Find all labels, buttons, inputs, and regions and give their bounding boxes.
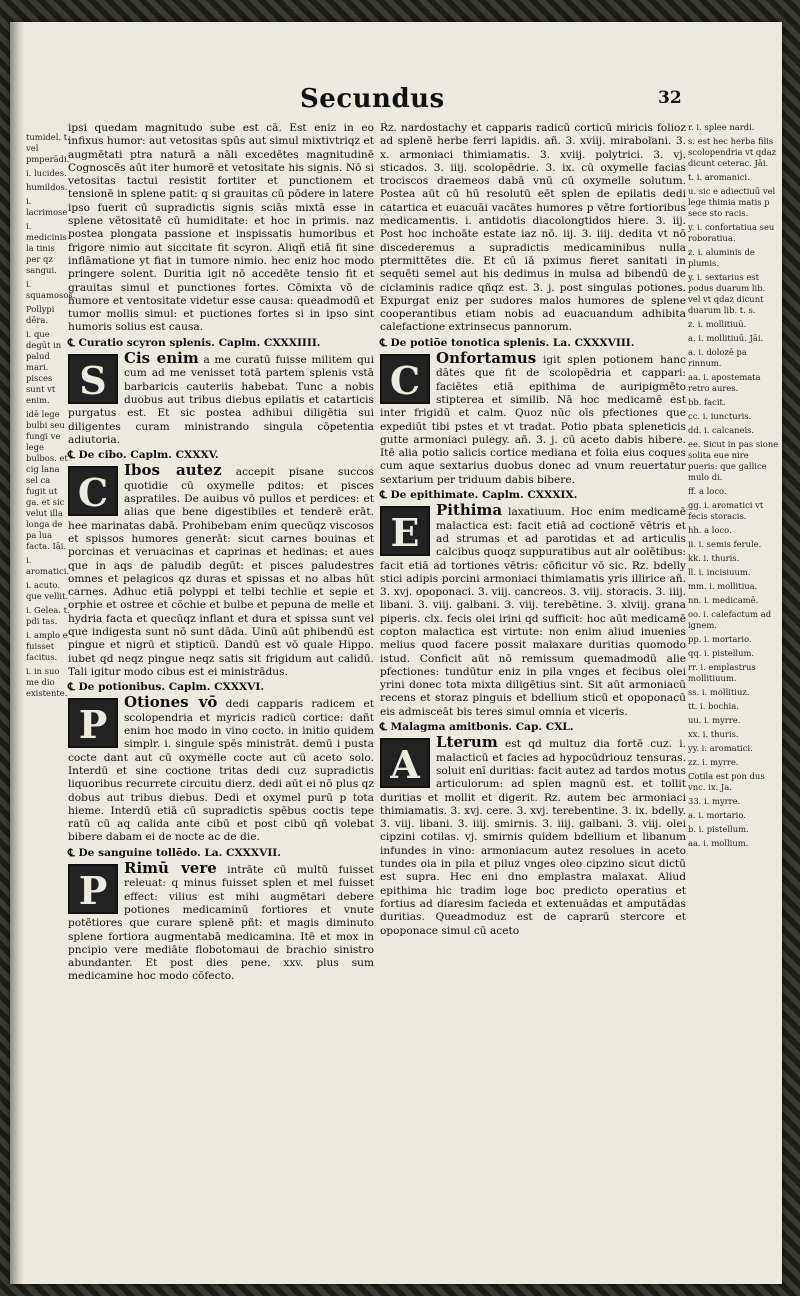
lead-words: Ibos autez [124, 461, 222, 480]
chapter-heading: ℄ De sanguine tollēdo. La. CXXXVII. [68, 846, 281, 859]
chapter-title: De epithimate. [390, 489, 479, 502]
body-paragraph [380, 122, 686, 335]
margin-gloss: i. acuto. que vellit. [26, 580, 69, 601]
margin-gloss: Cotila est pon dus vnc. ix. Ja. [688, 771, 765, 792]
lead-words: Lterum [436, 733, 498, 752]
decorated-initial: A [380, 738, 430, 788]
paragraph-text: Rz. nardostachy et capparis radicū corticū miricis folioz ad splenē herbe ferri lapidis. añ. 3. xviij. mirabolani. 3. x. armoniaci thimiamatis. 3. xviij. polytrici. 3. vj. sticados. 3. iiij. scolopēdrie. 3. ix. cū oxymelle facias trociscos draemeos dabā vnū cū oxymelle solutum. Postea aūt cū hū resolutū eēt splen de epilatis dedi catartica et euacuāi vacātes humores p vētre fortioribus medicamentis. i. antidotis diacolongtidos hiere. 3. iij. Post hoc inchoāte estate iaz nō. iij. 3. iiij. dedita vt nō discederemus a supradictis medicaminibus nulla ptermittētes die. Et cū iā pximus fieret sanitati in sequēti semel aut his dedimus in mulsa ad bibendū de ciclaminis radice qñqz est. 3. j. post singulas potiones. Expurgat eniz per sudores malos humores de splene cooperantibus etiam nobis ad euacuandum adhibita calefactione extrinsecus pannorum. [380, 122, 686, 334]
paragraph-text: intrāte cū multū fuisset releuat: q minus fuisset splen et mel fuisset effect: vilius est mihi augmētari debere potiones medicaminū fortiores et vnute potētiores que curare splenē pñt: et magis diminuto splene fortiora augmentabā medicamina. Itē et mox in pncipio vere mediāte flobotomaui de brachio sinistro abundanter. Et post dies pene. xxv. plus sum medicamine hoc modo cōfecto. [68, 864, 374, 983]
chapter-title: De cibo. [78, 449, 127, 462]
chapter-title: Malagma amitbonis. [390, 721, 512, 734]
margin-gloss: tt. i. bochia. [688, 701, 739, 711]
lead-words: Otiones vō [124, 693, 218, 712]
decorated-initial: C [380, 354, 430, 404]
margin-gloss: uu. i. myrre. [688, 715, 741, 725]
paragraph-text: accepit pisane succos quotidie cū oxymelle pditos: et pisces aspratiles. De auibus vō pullos et perdices: et alias que bene digestibiles et tenderē erāt. hee marinatas dabā. Prohibebam enim quecūqz viscosos et spissos humores generāt: sicut carnes bouinas et porcinas et veruacinas et caprinas et hedinas: et aues que in aqs de paludib degūt: et pisces paludestres omnes et pelagicos qz duras et spissas et no albas hūt carnes. Adhuc etiā polyppi et telbi techlie et sepie et orphie et ostree et cōchie et bulbe et pepuna de melle et hydria facta et quecūqz inflant et dura et spissa sunt vel que indigesta sunt nō sunt dāda. Uinū aūt phibendū est pingue et nigrū et stipticū. Dandū est vō quale Hippo. iubet qd neqz pingue neqz satis sit frigidum aut calidū. Tali igitur modo cibus est ei ministrādus. [68, 466, 374, 678]
left-text-column [68, 122, 374, 1107]
margin-gloss: dd. i. calcaneis. [688, 425, 755, 435]
lead-words: Pithima [436, 501, 503, 520]
chapter-heading: ℄ Malagma amitbonis. Cap. CXL. [380, 721, 574, 734]
left-margin-notes [26, 132, 76, 1112]
margin-gloss: yy. i. aromatici. [688, 743, 753, 753]
paragraph-text: laxatiuum. Hoc enim medicamē malactica est: facit etiā ad coctionē vētris et ad strumas et ad parotidas et ad articulis calcibus quoqz suppuratibus aut alr oolētibus: facit etiā ad tortiones vētris: cōficitur vō sic. Rz. bdelly stici adipis porcini armoniaci thimiamatis yris illirice añ. 3. xvj. opoponaci. 3. viij. cancreos. 3. viij. storacis. 3. iiij. libani. 3. viij. galbani. 3. viij. terebētine. 3. xlviij. grana piperis. clx. fecis olei irini qd sufficit: hoc aūt medicamē copton malactica est virtute: non enim aliud inuenies melius quod facere possit malaxare duritias quomodo istud. Conficit aūt nō remissum quemadmodū alie pfectiones: tundūtur eniz in pila vnges et fecibus olei yrini donec tota mixta diligētius sint. Sit aūt armoniacū recens et storaz pinguis et bdellium sticū et opoponacū eis admisceāt bis teres simul omnia et viceris. [380, 506, 686, 718]
chapter-title: De sanguine tollēdo. [78, 846, 201, 859]
margin-gloss: a. i. mollitiuū. Jāi. [688, 333, 764, 343]
margin-gloss: tumidel. t. vel pmperādi. [26, 132, 70, 164]
right-text-column [380, 122, 686, 1107]
margin-gloss: humildos. [26, 182, 68, 192]
chapter-heading: ℄ De epithimate. Caplm. CXXXIX. [380, 489, 578, 502]
paragraph-text: est qd multuz dia fortē cuz. i. malacticū et facies ad hypocūdriouz tensuras. soluit enī duritias: facit autez ad tardos motus articulorum: ad splen magnū est. et tollit duritias et mollit et digerit. Rz. autem bec armoniaci thimiamatis. 3. xvj. cere. 3. xvj. terebentine. 3. ix. bdelly. 3. viij. libani. 3. iiij. smirnis. 3. iiij. galbani. 3. viij. olei cipzini cotilas. vj. smirnis quidem bdellium et libanum infundes in vino: armoniacum autez resolues in aceto tundes oia in pila et piluz vnges oleo cipzino sicut dictū est supra. Hec eni dno emplastra malaxat. Aliud epithima hic tradim loge boc predicto operatius et fortius ad diaresim facieda et extenuādas et amputādas duritias. Queadmoduz est de caprarū stercore et opoponace simul cū aceto [380, 738, 687, 937]
right-margin-notes [688, 122, 780, 1082]
chapter-title: De potiōe tonotica splenis. [390, 336, 550, 349]
margin-gloss: aa. i. apostemata retro aures. [688, 372, 761, 393]
margin-gloss: i. que degūt in palud mari. pisces sunt vt enim. [26, 329, 62, 405]
margin-gloss: 33. i. myrre. [688, 796, 741, 806]
margin-gloss: mm. i. mollitiua. [688, 581, 758, 591]
margin-gloss: zz. i. myrre. [688, 757, 739, 767]
decorated-initial: S [68, 354, 118, 404]
folio-number: 32 [658, 88, 682, 108]
margin-gloss: gg. i. aromatici vt fecis storacis. [688, 500, 764, 521]
margin-gloss: ss. i. mollitiuz. [688, 687, 750, 697]
paragraph-text: ipsi quedam magnitudo sube est cā. Est eniz in eo infixus humor: aut vetositas spūs aut simul mixtivtriqz et augmētati ptra naturā a nāli excedētes magnitudinē Cognoscēs aūt iter humorē et vetositate his signis. Nō si vetositas tactui resistit fortiter et punctionem et tensionē in splene patit: q si grauitas cū pōdere in latere ipso fuerit cū supradictis signis sciās mixtā esse in splene vētositatē cū humiditate: et hoc in primis. naz postea plongata passione et inspissatis humoribus et frigore nimio aut siccitate fit scyron. Aliqñ etiā fit sine inflāmatione yt fiat in tumore nimio. hec eniz hoc modo pringere solent. Duritia igit nō accedēte tensio fit et grauitas simul et punctiones fortes. Cōmixta vō de humore et ventositate videtur esse causa: queadmodū et tumor mollis simul: et puctiones fortes si in ipso sint humoris solius est causa. [68, 122, 374, 334]
lead-words: Rimū vere [124, 859, 217, 878]
chapter-title: De potionibus. [78, 681, 166, 694]
margin-gloss: r. i. splee nardi. [688, 122, 755, 132]
margin-gloss: i. amplo e fuisset facitus. [26, 630, 68, 662]
chapter-heading: ℄ Curatio scyron splenis. Caplm. CXXXIIII. [68, 336, 321, 349]
margin-gloss: i. aromatici. [26, 555, 70, 576]
margin-gloss: idē lege bulbi seu fungi ve lege bulbos. et cig lana sel ca fugit ut ga. et sic velut illa longa de pa lua facta. Iāi. [26, 409, 68, 551]
chapter-number: Caplm. CXXXVI. [168, 681, 265, 694]
margin-gloss: hh. a loco. [688, 525, 732, 535]
chapter-paragraph [380, 349, 686, 487]
margin-gloss: ff. a loco. [688, 486, 727, 496]
margin-gloss: ii. i. semis ferule. [688, 539, 762, 549]
margin-gloss: rr. i. emplastrus mollitiuum. [688, 662, 756, 683]
chapter-paragraph [380, 733, 687, 937]
decorated-initial: P [68, 864, 118, 914]
margin-gloss: i. lacrimose [26, 196, 68, 217]
margin-gloss: i. Gelea. t. pdi tas. [26, 605, 70, 626]
margin-gloss: s. est hec herba filis scolopendria vt qdaz dicunt ceterac. Jāi. [688, 136, 777, 168]
chapter-paragraph [380, 501, 686, 719]
margin-gloss: ee. Sicut in pas sione solita eue nire pueris: que gallice mulo di. [688, 439, 779, 482]
margin-gloss: nn. i. medicamē. [688, 595, 759, 605]
margin-gloss: i. medicinis la tinis per qz sangui. [26, 221, 67, 275]
margin-gloss: i. squamosos. [26, 279, 76, 300]
margin-gloss: z. i. mollitiuū. [688, 319, 747, 329]
chapter-heading: ℄ De potionibus. Caplm. CXXXVI. [68, 681, 265, 694]
margin-gloss: bb. facit. [688, 397, 726, 407]
chapter-number: Cap. CXL. [515, 721, 574, 734]
margin-gloss: oo. i. calefactum ad ignem. [688, 609, 772, 630]
margin-gloss: Pollypi dēra. [26, 304, 55, 325]
chapter-title: Curatio scyron splenis. [78, 336, 215, 349]
chapter-number: Caplm. CXXXIX. [482, 489, 578, 502]
margin-gloss: aa. i. mollium. [688, 838, 749, 848]
decorated-initial: C [68, 466, 118, 516]
page-gutter [10, 22, 24, 1284]
margin-gloss: i. lucides. [26, 168, 67, 178]
margin-gloss: qq. i. pistellum. [688, 648, 755, 658]
chapter-paragraph [68, 859, 374, 984]
lead-words: Onfortamus [436, 349, 537, 368]
paragraph-text: igit splen potionem hanc dātes que fit de scolopēdria et cappari: faciētes etiā epithima de auripigmēto stipterea et similib. Nā hoc medicamē est inter frigidū et calm. Quoz nūc oīs pfectiones que expediūt tibi pstes et vt tradat. Potio pbata spleneticis gutte armoniaci pulegy. añ. 3. j. cū aceto dabis hibere. Itē alia potio salicis cortice mediana et folia eius coques cum aque sextarius duobus donec ad vnum reuertatur sextarium per triduum dabis bibere. [380, 354, 686, 486]
chapter-paragraph [68, 693, 374, 844]
margin-gloss: pp. i. mortario. [688, 634, 752, 644]
margin-gloss: i. in suo me dio existente. [26, 666, 68, 698]
book-page [10, 22, 782, 1284]
margin-gloss: t. i. aromanici. [688, 172, 750, 182]
margin-gloss: z. i. aluminis de plumis. [688, 247, 755, 268]
chapter-heading: ℄ De cibo. Caplm. CXXXV. [68, 449, 219, 462]
chapter-heading: ℄ De potiōe tonotica splenis. La. CXXXVIII. [380, 336, 635, 349]
running-head: Secundus [300, 84, 445, 114]
margin-gloss: xx. i. thuris. [688, 729, 739, 739]
margin-gloss: ll. i. incisiuum. [688, 567, 751, 577]
margin-gloss: y. i. confortatiua seu roboratiua. [688, 222, 775, 243]
margin-gloss: a. i. mortario. [688, 810, 746, 820]
decorated-initial: P [68, 698, 118, 748]
chapter-number: La. CXXXVII. [204, 846, 281, 859]
chapter-paragraph [68, 349, 375, 447]
paragraph-text: a me curatū fuisse militem qui cum ad me venisset totā partem splenis vstā barbaricis cauteriis habebat. Tunc a nobis duobus aut tribus diebus epilatis et catarticis purgatus est. Et sic postea adhibui diligētia sui diligentes curam ministrando singula cōpetentia adiutoria. [68, 354, 375, 446]
margin-gloss: cc. i. iuncturis. [688, 411, 752, 421]
lead-words: Cis enim [124, 349, 199, 368]
chapter-number: La. CXXXVIII. [552, 336, 635, 349]
decorated-initial: E [380, 506, 430, 556]
body-paragraph [68, 122, 374, 335]
margin-gloss: u. sic e adiectiuū vel lege thimia matis p sece sto racis. [688, 186, 776, 218]
margin-gloss: y. i. sextarius est podus duarum lib. vel vt qdaz dicunt duarum lib. t. s. [688, 272, 766, 315]
margin-gloss: kk. i. thuris. [688, 553, 740, 563]
chapter-number: Caplm. CXXXV. [130, 449, 219, 462]
chapter-paragraph [68, 461, 374, 679]
paragraph-text: dedi capparis radicem et scolopendria et myricis radicū cortice: dañt enim hoc modo in vino cocto. in initio quidem simplr. i. singule spēs ministrāt. demū i pusta cocte dant aut cū oxymelle cocte aut cū aceto solo. Interdū et sine coctione tritas dedi cuz supradictis liquoribus recurrete circuitu dierz. dedi aūt ei nō plus qz dobus aut tribus diebus. Dedi et oxymel purū p tota hieme. Interdū etiā cū supradictis spēbus coctis tepe ratū cū aq calida ante cibū et post cibū qñ volebat bibere dabam ei de nocte ac de die. [68, 698, 374, 844]
chapter-number: Caplm. CXXXIIII. [218, 336, 321, 349]
margin-gloss: a. i. dolozē pa rinnum. [688, 347, 747, 368]
margin-gloss: b. i. pistellum. [688, 824, 749, 834]
